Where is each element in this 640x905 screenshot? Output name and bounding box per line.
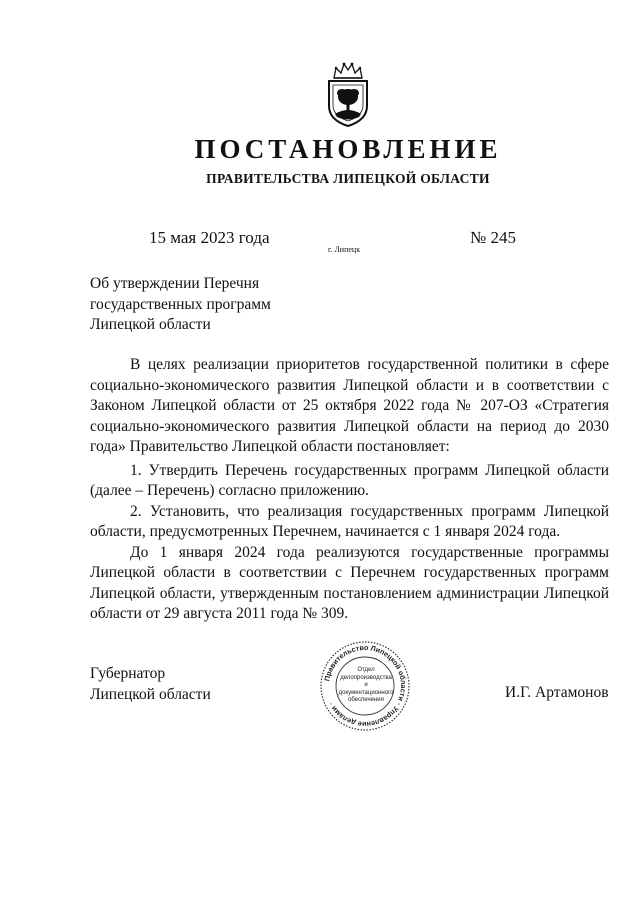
stamp-line: документационного: [338, 689, 394, 696]
signatory-position: [90, 664, 211, 705]
body-paragraph: 1. Утвердить Перечень государственных программ Липецкой области (далее – Перечень) согласно приложению.: [90, 461, 609, 499]
body-paragraph: 2. Установить, что реализация государственных программ Липецкой области, предусмотренных Перечнем, начинается с 1 января 2024 года.: [90, 502, 609, 540]
stamp-line: Отдел: [357, 667, 375, 673]
signatory-position-line: Губернатор: [90, 665, 166, 682]
body-paragraph: До 1 января 2024 года реализуются государственные программы Липецкой области в соответствии с Перечнем государственных программ Липецкой области, утвержденным постановлением администрации Липецкой области от 29 августа 2011 года № 309.: [90, 543, 609, 622]
document-subject: [90, 274, 350, 336]
document-city: г. Липецк: [328, 245, 361, 254]
stamp-ring-text: Правительство Липецкой области · Управление делами ·: [322, 642, 409, 730]
signatory-name: И.Г. Артамонов: [505, 684, 609, 701]
body-paragraph: В целях реализации приоритетов государственной политики в сфере социально-экономического развития Липецкой области и в соответствии с Законом Липецкой области от 25 октября 2022 года № 207-ОЗ «Стратегия социально-экономического развития Липецкой области на период до 2030 года» Правительство Липецкой области постановляет:: [90, 356, 609, 455]
document-title: ПОСТАНОВЛЕНИЕ: [194, 134, 502, 164]
stamp-line: делопроизводства и: [340, 674, 392, 688]
subject-line: Об утверждении Перечня: [90, 275, 260, 292]
document-number: № 245: [470, 228, 516, 247]
subject-line: Липецкой области: [90, 316, 211, 333]
document-body: [90, 355, 609, 625]
subject-line: государственных программ: [90, 295, 271, 313]
coat-of-arms-icon: [324, 60, 372, 128]
signatory-position-line: Липецкой области: [90, 685, 211, 703]
stamp-center-text: [338, 667, 394, 705]
stamp-line: обеспечения: [348, 697, 384, 703]
document-subtitle: ПРАВИТЕЛЬСТВА ЛИПЕЦКОЙ ОБЛАСТИ: [206, 171, 490, 186]
document-date: 15 мая 2023 года: [149, 228, 270, 247]
